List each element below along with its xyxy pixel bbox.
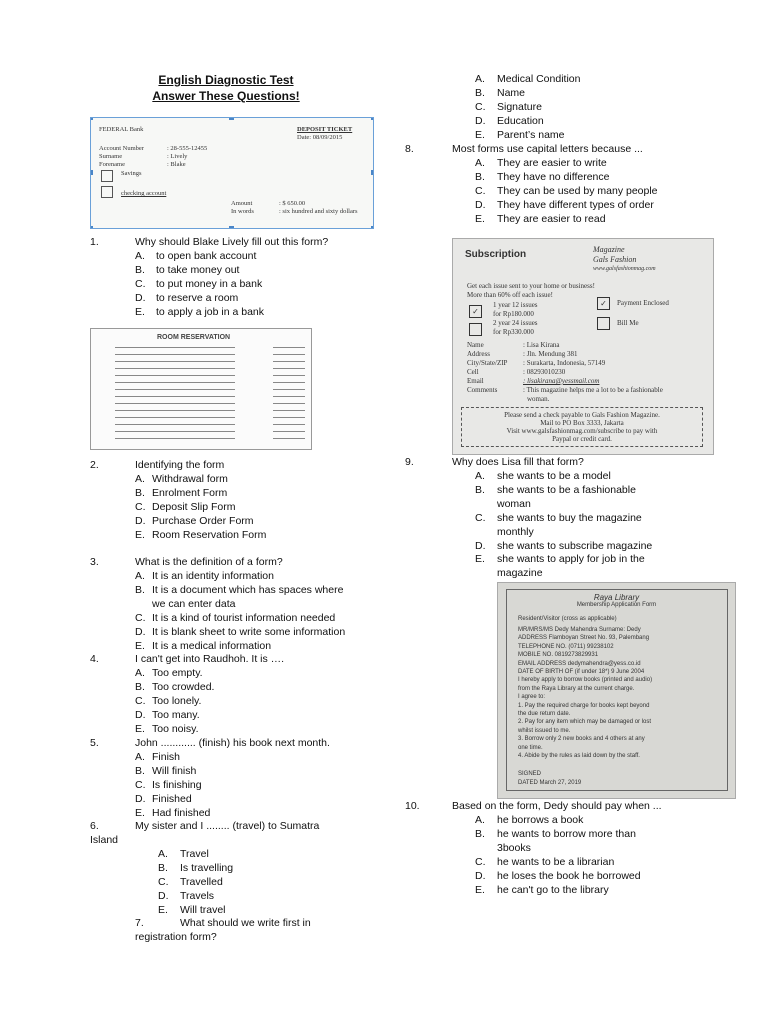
option-text: Too empty. xyxy=(152,667,203,679)
library-form-line: 3. Borrow only 2 new books and 4 others at any xyxy=(518,736,645,743)
email-value: : lisakirana@yessmail.com xyxy=(523,377,600,385)
address-label: Address xyxy=(467,350,490,358)
library-form-line: MOBILE NO. 0819273829931 xyxy=(518,652,599,659)
option-text: he can't go to the library xyxy=(497,883,609,896)
option-text: he wants to borrow more than xyxy=(497,827,636,840)
form-line xyxy=(273,382,305,383)
library-form-line: 2. Pay for any item which may be damaged or lost xyxy=(518,719,652,726)
library-form-line: I agree to: xyxy=(518,694,546,701)
question-number: 6. xyxy=(90,820,99,832)
city-label: City/State/ZIP xyxy=(467,359,508,367)
name-label: Name xyxy=(467,341,484,349)
library-form-line: EMAIL ADDRESS dedymahendra@yess.co.id xyxy=(518,660,641,667)
form-line xyxy=(115,389,235,390)
option-text: to reserve a room xyxy=(156,291,239,304)
option-letter: C. xyxy=(135,694,146,707)
subscription-title: Subscription xyxy=(465,249,527,260)
form-line xyxy=(273,389,305,390)
question-text: What should we write first in xyxy=(180,917,311,929)
option-text: 3books xyxy=(497,841,531,854)
payment-checkbox: ✓ xyxy=(597,297,610,310)
option-text: Too many. xyxy=(152,708,200,721)
form-line xyxy=(273,417,305,418)
option-letter: D. xyxy=(475,539,486,552)
form-line xyxy=(273,396,305,397)
option-letter: E. xyxy=(475,212,485,225)
subscription-form-image xyxy=(452,238,714,455)
room-reservation-image xyxy=(90,328,312,450)
form-line xyxy=(115,354,235,355)
option-text: to apply a job in a bank xyxy=(156,305,264,318)
option-1-checkbox: ✓ xyxy=(469,305,482,318)
option-letter: B. xyxy=(135,486,145,499)
forename-label: Forename xyxy=(99,161,125,168)
magazine-label: Magazine xyxy=(593,245,625,254)
library-form-line: 4. Abide by the rules as laid down by the staff. xyxy=(518,753,640,759)
option-letter: A. xyxy=(135,473,145,485)
option-text: It is an identity information xyxy=(152,570,274,582)
option-letter: A. xyxy=(475,157,485,169)
option-letter: A. xyxy=(475,470,485,482)
surname-label: Surname xyxy=(99,153,123,160)
option-letter: A. xyxy=(135,250,145,262)
option-letter: C. xyxy=(475,855,486,868)
option-text: to take money out xyxy=(156,263,240,276)
question-text-continued: registration form? xyxy=(135,931,217,943)
sub-option-2-price: for Rp330.000 xyxy=(493,328,534,336)
option-letter: B. xyxy=(158,861,168,874)
form-line xyxy=(115,347,235,348)
form-line xyxy=(273,368,305,369)
comments-label: Comments xyxy=(467,386,498,394)
payment-note-box xyxy=(461,407,703,447)
option-letter: E. xyxy=(158,903,168,916)
option-letter: D. xyxy=(135,625,146,638)
option-text: she wants to be a model xyxy=(497,470,611,482)
option-letter: B. xyxy=(135,263,145,276)
library-form-image xyxy=(497,582,736,799)
option-letter: B. xyxy=(135,583,145,596)
option-text: Parent’s name xyxy=(497,128,565,141)
option-letter: D. xyxy=(475,198,486,211)
form-line xyxy=(273,410,305,411)
option-text: she wants to apply for job in the xyxy=(497,553,645,566)
option-2-checkbox xyxy=(469,323,482,336)
library-form-line: ADDRESS Flamboyan Street No. 93, Palembang xyxy=(518,635,650,642)
form-line xyxy=(115,438,235,439)
option-text: Travelled xyxy=(180,875,223,888)
option-letter: D. xyxy=(135,792,146,805)
option-text: Withdrawal form xyxy=(152,473,228,485)
option-text: she wants to subscribe magazine xyxy=(497,539,653,552)
option-letter: C. xyxy=(475,511,486,524)
question-number: 1. xyxy=(90,236,99,248)
deposit-date: Date: 08/09/2015 xyxy=(297,134,343,141)
forename-value: : Blake xyxy=(167,161,186,168)
option-text: we can enter data xyxy=(152,597,236,610)
option-text: Too noisy. xyxy=(152,722,199,735)
option-text: It is blank sheet to write some information xyxy=(152,625,346,638)
savings-checkbox xyxy=(101,170,113,182)
option-text: he wants to be a librarian xyxy=(497,855,615,868)
option-text: They have different types of order xyxy=(497,198,654,211)
option-text: magazine xyxy=(497,567,543,580)
option-letter: D. xyxy=(135,708,146,721)
cell-value: : 08293010230 xyxy=(523,368,566,376)
option-letter: E. xyxy=(135,722,145,735)
option-letter: D. xyxy=(135,291,146,304)
question-text: I can't get into Raudhoh. It is …. xyxy=(135,653,285,665)
form-line xyxy=(115,424,235,425)
sub-line-2: More than 60% off each issue! xyxy=(467,291,553,299)
comments-value-2: woman. xyxy=(527,395,550,403)
option-text: Too lonely. xyxy=(152,694,202,707)
question-text-continued: Island xyxy=(90,834,119,846)
payment-enclosed-label: Payment Enclosed xyxy=(617,299,669,307)
question-number: 8. xyxy=(405,143,414,155)
email-label: Email xyxy=(467,377,484,385)
bill-me-label: Bill Me xyxy=(617,319,639,327)
option-text: They are easier to read xyxy=(497,212,606,225)
form-line xyxy=(273,438,305,439)
option-letter: A. xyxy=(475,814,485,826)
form-line xyxy=(115,396,235,397)
room-reservation-title: ROOM RESERVATION xyxy=(157,334,231,341)
sub-option-2: 2 year 24 issues xyxy=(493,319,538,327)
page-subtitle: Answer These Questions! xyxy=(152,89,300,103)
option-letter: B. xyxy=(135,764,145,777)
library-form-line: the due return date. xyxy=(518,711,571,717)
library-form-line: TELEPHONE NO. (0711) 99238102 xyxy=(518,643,614,650)
magazine-brand: Gals Fashion xyxy=(593,255,637,264)
account-label: Account Number xyxy=(99,145,144,152)
library-form-line: one time. xyxy=(518,744,543,751)
question-text: My sister and I ........ (travel) to Sumatra xyxy=(135,820,320,832)
option-text: she wants to buy the magazine xyxy=(497,511,642,524)
option-text: monthly xyxy=(497,525,534,538)
library-form-line: 1. Pay the required charge for books kept beyond xyxy=(518,702,650,709)
amount-label: Amount xyxy=(231,200,253,207)
note-line-1: Please send a check payable to Gals Fashion Magazine. xyxy=(504,411,660,419)
option-letter: C. xyxy=(158,875,169,888)
magazine-url: www.galsfashionmag.com xyxy=(593,266,656,272)
library-signed: SIGNED xyxy=(518,771,542,777)
question-number: 3. xyxy=(90,556,99,568)
option-text: They have no difference xyxy=(497,170,610,183)
option-text: Finish xyxy=(152,751,181,763)
checking-label: checking account xyxy=(121,190,167,197)
question-number: 7. xyxy=(135,917,144,929)
resident-label: Resident/Visitor (cross as applicable) xyxy=(518,616,617,622)
option-text: They can be used by many people xyxy=(497,184,658,197)
comments-value: : This magazine helps me a lot to be a fashionable xyxy=(523,386,663,394)
form-line xyxy=(273,361,305,362)
savings-label: Savings xyxy=(121,170,142,177)
option-text: he loses the book he borrowed xyxy=(497,869,641,882)
option-letter: A. xyxy=(135,751,145,763)
form-line xyxy=(115,417,235,418)
form-line xyxy=(273,375,305,376)
option-letter: B. xyxy=(135,680,145,693)
option-letter: E. xyxy=(135,305,145,318)
library-form-line: MR/MRS/MS Dedy Mahendra Surname: Dedy xyxy=(518,627,641,633)
option-letter: E. xyxy=(135,806,145,819)
option-text: Deposit Slip Form xyxy=(152,500,236,513)
option-text: Name xyxy=(497,86,526,99)
option-letter: D. xyxy=(475,114,486,127)
option-text: Room Reservation Form xyxy=(152,528,267,541)
option-text: Travels xyxy=(180,889,215,902)
option-text: she wants to be a fashionable xyxy=(497,483,636,496)
form-line xyxy=(273,347,305,348)
option-text: Travel xyxy=(180,848,209,860)
option-letter: C. xyxy=(135,500,146,513)
option-letter: C. xyxy=(475,184,486,197)
form-line xyxy=(115,375,235,376)
option-text: Signature xyxy=(497,100,542,113)
option-letter: C. xyxy=(475,100,486,113)
option-text: It is a medical information xyxy=(152,639,272,652)
cell-label: Cell xyxy=(467,368,479,376)
question-number: 2. xyxy=(90,459,99,471)
sub-line-1: Get each issue sent to your home or business! xyxy=(467,282,595,290)
question-text: What is the definition of a form? xyxy=(135,556,283,568)
option-text: Is finishing xyxy=(152,778,202,791)
account-value: : 28-555-12455 xyxy=(167,145,208,152)
library-form-line: DATE OF BIRTH OF (if under 18*) 9 June 2004 xyxy=(518,669,645,675)
option-text: Is travelling xyxy=(180,861,234,874)
option-letter: E. xyxy=(135,639,145,652)
option-text: They are easier to write xyxy=(497,157,607,169)
library-form-line: I hereby apply to borrow books (printed and audio) xyxy=(518,677,653,684)
option-letter: D. xyxy=(135,514,146,527)
form-line xyxy=(115,403,235,404)
option-letter: E. xyxy=(475,128,485,141)
words-label: In words xyxy=(231,208,254,215)
option-letter: A. xyxy=(135,667,145,679)
words-value: : six hundred and sixty dollars xyxy=(279,208,358,215)
form-line xyxy=(273,424,305,425)
option-letter: B. xyxy=(475,827,485,840)
question-text: John ............ (finish) his book next month. xyxy=(135,737,330,749)
option-text: Will finish xyxy=(152,764,197,777)
question-number: 9. xyxy=(405,456,414,468)
option-text: woman xyxy=(497,497,531,510)
form-line xyxy=(115,410,235,411)
question-text: Why should Blake Lively fill out this form? xyxy=(135,236,329,248)
option-letter: A. xyxy=(135,570,145,582)
bank-name: FEDERAL Bank xyxy=(99,126,144,133)
question-text: Most forms use capital letters because ... xyxy=(452,143,643,155)
note-line-4: Paypal or credit card. xyxy=(552,435,612,443)
option-text: Enrolment Form xyxy=(152,486,228,499)
library-dated: DATED March 27, 2019 xyxy=(518,780,582,786)
option-letter: E. xyxy=(475,553,485,566)
surname-value: : Lively xyxy=(167,153,188,160)
form-line xyxy=(115,382,235,383)
question-number: 4. xyxy=(90,653,99,665)
option-letter: E. xyxy=(475,883,485,896)
form-line xyxy=(115,368,235,369)
amount-value: : $ 650.00 xyxy=(279,200,306,207)
bill-me-checkbox xyxy=(597,317,610,330)
page-title: English Diagnostic Test xyxy=(158,73,294,87)
library-title: Raya Library xyxy=(593,593,640,602)
option-letter: B. xyxy=(475,86,485,99)
option-text: Purchase Order Form xyxy=(152,514,254,527)
option-letter: C. xyxy=(135,611,146,624)
option-text: Had finished xyxy=(152,806,211,819)
form-line xyxy=(115,431,235,432)
question-text: Based on the form, Dedy should pay when ... xyxy=(452,800,662,812)
address-value: : Jln. Mendung 381 xyxy=(523,350,578,358)
sub-option-1: 1 year 12 issues xyxy=(493,301,538,309)
name-value: : Lisa Kirana xyxy=(523,341,560,349)
question-text: Identifying the form xyxy=(135,459,225,471)
form-line xyxy=(273,403,305,404)
deposit-ticket-label: DEPOSIT TICKET xyxy=(297,126,353,133)
option-text: Finished xyxy=(152,792,192,805)
option-text: It is a document which has spaces where xyxy=(152,583,344,596)
option-letter: D. xyxy=(475,869,486,882)
option-text: Medical Condition xyxy=(497,73,581,85)
checking-checkbox xyxy=(101,186,113,198)
form-line xyxy=(115,361,235,362)
option-text: It is a kind of tourist information needed xyxy=(152,611,336,624)
option-text: Education xyxy=(497,114,544,127)
note-line-3: Visit www.galsfashionmag.com/subscribe to pay with xyxy=(506,427,658,435)
sub-option-1-price: for Rp180.000 xyxy=(493,310,534,318)
option-letter: A. xyxy=(475,73,485,85)
option-letter: D. xyxy=(158,889,169,902)
form-line xyxy=(273,431,305,432)
note-line-2: Mail to PO Box 3333, Jakarta xyxy=(540,419,624,427)
option-letter: C. xyxy=(135,277,146,290)
city-value: : Surakarta, Indonesia, 57149 xyxy=(523,359,606,367)
option-text: to put money in a bank xyxy=(156,277,263,290)
form-line xyxy=(273,354,305,355)
option-text: he borrows a book xyxy=(497,814,584,826)
option-text: Too crowded. xyxy=(152,680,215,693)
option-letter: B. xyxy=(475,170,485,183)
library-form-line: whilst issued to me. xyxy=(518,727,571,734)
library-subtitle: Membership Application Form xyxy=(576,602,657,608)
question-text: Why does Lisa fill that form? xyxy=(452,456,584,468)
option-letter: C. xyxy=(135,778,146,791)
option-letter: A. xyxy=(158,848,168,860)
deposit-ticket-image xyxy=(90,117,374,229)
option-letter: E. xyxy=(135,528,145,541)
question-number: 5. xyxy=(90,737,99,749)
option-text: Will travel xyxy=(180,903,226,916)
question-number: 10. xyxy=(405,800,420,812)
option-letter: B. xyxy=(475,483,485,496)
option-text: to open bank account xyxy=(156,250,257,262)
library-form-line: from the Raya Library at the current charge. xyxy=(518,685,635,692)
